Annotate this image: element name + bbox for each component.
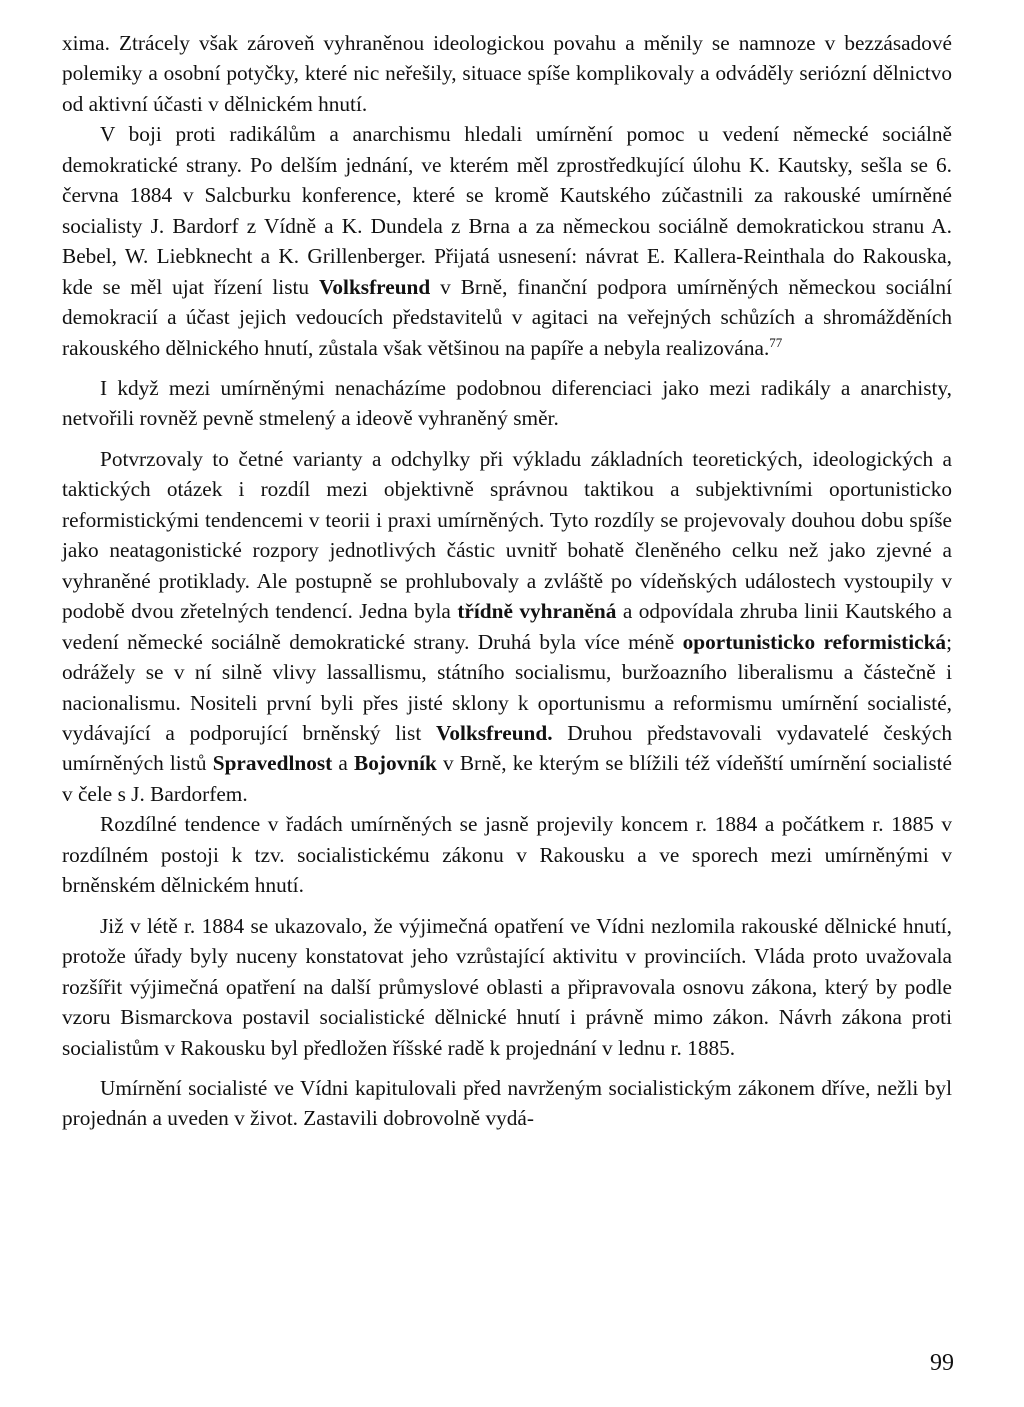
paragraph <box>62 119 952 363</box>
footnote-ref: 77 <box>769 334 783 350</box>
paragraph <box>62 1073 952 1134</box>
bold-term: Spravedlnost <box>212 751 333 776</box>
text-run: xima. Ztrácely však zároveň vyhraněnou ideologickou povahu a měnily se namnoze v bezzásadové polemiky a osobní potyčky, které nic neřešily, situace spíše komplikovaly a odváděly seriózní dělnictvo od aktivní účasti v dělnickém hnutí. <box>62 31 952 116</box>
text-run: Druhou představovali vydavatelé českých umírněných listů <box>62 720 952 776</box>
paragraph <box>62 444 952 809</box>
bold-term: třídně vyhraněná <box>457 599 617 624</box>
bold-term: Bojovník <box>354 751 437 776</box>
text-run: Potvrzovaly to četné varianty a odchylky při výkladu základních teoretických, ideologických a taktických otázek i rozdíl mezi objektivně správnou taktikou a subjektivními oportunisticko reformistickými tendencemi v teorii i praxi umírněných. Tyto rozdíly se projevovaly douhou dobu spíše jako neatagonistické rozpory jednotlivých částic uvnitř bohatě členěného celku než jako zjevné a vyhraněné protiklady. Ale postupně se prohlubovaly a zvláště po vídeňských událostech vystoupily v podobě dvou zřetelných tendencí. Jedna byla <box>62 446 952 624</box>
paragraph <box>62 28 952 119</box>
page-text <box>62 28 952 1134</box>
text-run: ; odrážely se v ní silně vlivy lassallismu, státního socialismu, buržoazního liberalismu a částečně i nacionalismu. Nositeli první byli přes jisté sklony k oportunismu a reformismu umírnění socialisté, vydávající a podporující brněnský list <box>62 629 952 745</box>
text-run: a <box>332 751 355 776</box>
paragraph <box>62 809 952 900</box>
bold-term: Volksfreund <box>318 274 431 299</box>
text-run: v Brně, finanční podpora umírněných německou sociální demokracií a účast jejich vedoucích představitelů v agitaci na veřejných schůzích a shromážděních rakouského dělnického hnutí, zůstala však většinou na papíře a nebyla realizována. <box>62 274 952 360</box>
paragraph <box>62 911 952 1063</box>
text-run: v Brně, ke kterým se blížili též vídeňští umírnění socialisté v čele s J. Bardorfem. <box>62 751 952 806</box>
paragraph <box>62 373 952 434</box>
page-number: 99 <box>930 1350 954 1376</box>
text-run: a odpovídala zhruba linii Kautského a vedení německé sociálně demokratické strany. Druhá byla více méně <box>62 599 952 654</box>
bold-term: oportunisticko reformistická <box>682 629 947 654</box>
text-run: V boji proti radikálům a anarchismu hledali umírnění pomoc u vedení německé sociálně demokratické strany. Po delším jednání, ve kterém měl zprostředkující úlohu K. Kautsky, sešla se 6. června 1884 v Salcburku konference, které se kromě Kautského zúčastnili za rakouské umírněné socialisty J. Bardorf z Vídně a K. Dundela z Brna a za německou sociálně demokratickou stranu A. Bebel, W. Liebknecht a K. Grillenberger. Přijatá usnesení: návrat E. Kallera-Reinthala do Rakouska, kde se měl ujat řízení listu <box>62 122 952 299</box>
bold-term: Volksfreund. <box>435 720 553 745</box>
text-run: Umírnění socialisté ve Vídni kapitulovali před navrženým socialistickým zákonem dříve, nežli byl projednán a uveden v život. Zastavili dobrovolně vydá- <box>62 1075 952 1131</box>
text-run: Již v létě r. 1884 se ukazovalo, že výjimečná opatření ve Vídni nezlomila rakouské dělnické hnutí, protože úřady byly nuceny konstatovat jeho vzrůstající aktivitu v provinciích. Vláda proto uvažovala rozšířit výjimečná opatření na další průmyslové oblasti a připravovala osnovu zákona, který by podle vzoru Bismarckova postavil socialistické dělnické hnutí i právně mimo zákon. Návrh zákona proti socialistům v Rakousku byl předložen říšské radě k projednání v lednu r. 1885. <box>62 913 952 1060</box>
text-run: I když mezi umírněnými nenacházíme podobnou diferenciaci jako mezi radikály a anarchisty, netvořili rovněž pevně stmelený a ideově vyhraněný směr. <box>62 375 952 431</box>
text-run: Rozdílné tendence v řadách umírněných se jasně projevily koncem r. 1884 a počátkem r. 1885 v rozdílném postoji k tzv. socialistickému zákonu v Rakousku a ve sporech mezi umírněnými v brněnském dělnickém hnutí. <box>62 812 952 898</box>
